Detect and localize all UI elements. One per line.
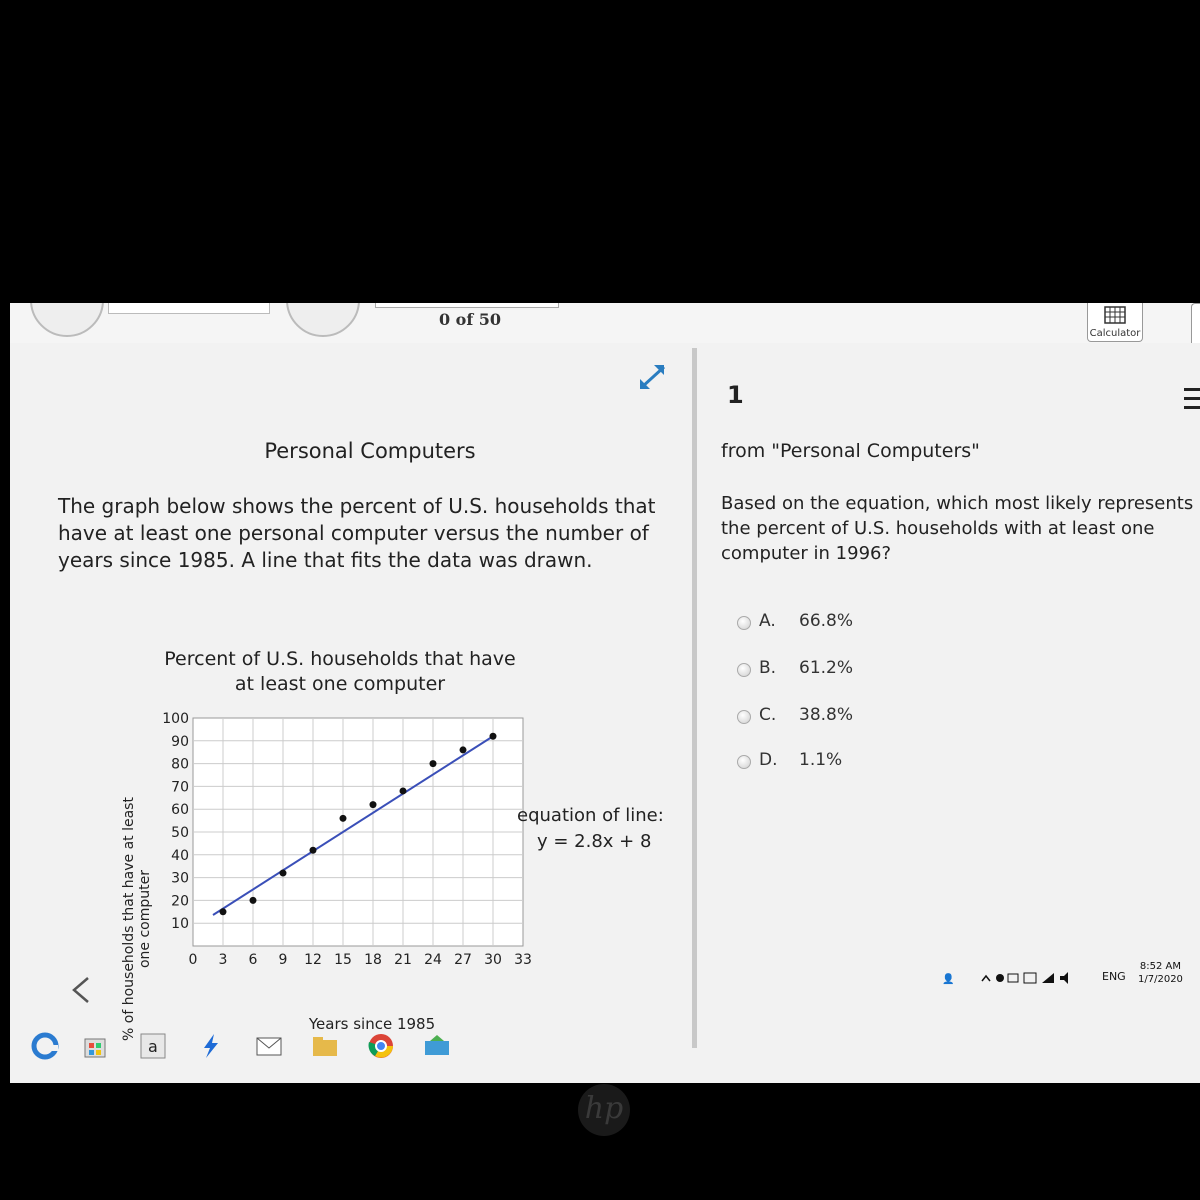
choice-letter: B. — [759, 658, 777, 678]
folder-icon[interactable] — [310, 1031, 340, 1061]
clock[interactable] — [1138, 960, 1183, 986]
x-tick-label: 6 — [248, 952, 258, 968]
x-tick-label: 21 — [394, 952, 412, 968]
calculator-icon — [1104, 306, 1126, 324]
x-tick-label: 18 — [364, 952, 382, 968]
scatter-chart — [130, 706, 550, 1006]
app-screen — [10, 303, 1200, 1083]
data-point — [340, 815, 347, 822]
y-tick-label: 100 — [162, 711, 189, 727]
y-tick-label: 40 — [171, 847, 189, 864]
radio-b[interactable] — [737, 663, 751, 677]
chrome-icon[interactable] — [366, 1031, 396, 1061]
keyboard-icon — [1024, 973, 1036, 983]
lightning-icon[interactable] — [196, 1031, 226, 1061]
amazon-icon[interactable] — [138, 1031, 168, 1061]
data-point — [400, 787, 407, 794]
radio-d[interactable] — [737, 755, 751, 769]
data-point — [370, 801, 377, 808]
choice-value: 66.8% — [799, 611, 854, 631]
chevron-up-icon — [982, 976, 990, 981]
x-tick-label: 30 — [484, 952, 502, 968]
x-axis-label: Years since 1985 — [308, 1015, 436, 1033]
equation-label: equation of line: — [517, 805, 664, 826]
y-tick-label: 80 — [171, 756, 189, 773]
y-tick-label: 20 — [171, 893, 189, 910]
clock-time: 8:52 AM — [1139, 961, 1182, 972]
choice-value: 1.1% — [799, 750, 843, 770]
data-point — [460, 746, 467, 753]
progress-counter: 0 of 50 — [438, 310, 502, 329]
y-tick-label: 10 — [171, 916, 189, 933]
passage-panel — [10, 343, 692, 1083]
toolbar-tab[interactable] — [108, 303, 270, 314]
back-nav-button[interactable] — [30, 303, 104, 337]
taskbar-icons — [30, 1023, 470, 1073]
data-point — [250, 897, 257, 904]
y-tick-label: 30 — [171, 870, 189, 887]
x-tick-label: 9 — [278, 952, 288, 968]
x-tick-labels — [189, 952, 532, 968]
battery-icon — [1008, 974, 1018, 982]
system-tray — [942, 956, 1200, 996]
y-tick-label: 90 — [171, 733, 189, 750]
x-tick-label: 24 — [424, 952, 442, 968]
cloud-icon — [996, 974, 1004, 982]
language-indicator[interactable]: ENG — [1102, 970, 1126, 983]
clock-date: 1/7/2020 — [1138, 974, 1183, 985]
calculator-label: Calculator — [1089, 328, 1141, 339]
passage-text: The graph below shows the percent of U.S. households that have at least one personal computer versus the number of years since 1985. A line that fits the data was drawn. — [58, 494, 656, 572]
hp-logo: hp — [578, 1084, 630, 1136]
radio-c[interactable] — [737, 710, 751, 724]
question-text: Based on the equation, which most likely represents the percent of U.S. households with at least one computer in 1996? — [721, 493, 1194, 564]
store-icon[interactable] — [80, 1031, 110, 1061]
svg-text:a: a — [148, 1037, 158, 1056]
x-tick-label: 0 — [188, 952, 198, 968]
choice-letter: A. — [759, 611, 776, 631]
choice-letter: C. — [759, 705, 777, 725]
chart-grid — [193, 718, 523, 946]
data-point — [310, 847, 317, 854]
expand-icon[interactable] — [638, 363, 668, 391]
data-point — [430, 760, 437, 767]
data-point — [280, 870, 287, 877]
y-tick-label: 70 — [171, 779, 189, 796]
choice-letter: D. — [759, 750, 778, 770]
radio-a[interactable] — [737, 616, 751, 630]
side-tool-button[interactable] — [1191, 303, 1200, 347]
x-tick-label: 33 — [514, 952, 532, 968]
x-tick-label: 12 — [304, 952, 322, 968]
graph-title-line-1: Percent of U.S. households that have — [164, 648, 516, 670]
equation-box — [517, 803, 664, 855]
progress-bar — [375, 303, 559, 308]
question-number: 1 — [727, 381, 744, 409]
y-tick-labels — [162, 711, 189, 932]
choice-value: 61.2% — [799, 658, 854, 678]
x-tick-label: 15 — [334, 952, 352, 968]
menu-icon[interactable] — [1182, 388, 1200, 410]
data-point — [220, 908, 227, 915]
tray-icons[interactable] — [942, 970, 1092, 986]
question-source: from "Personal Computers" — [721, 440, 980, 462]
edge-browser-icon[interactable] — [30, 1031, 60, 1061]
choice-value: 38.8% — [799, 705, 854, 725]
passage-title: Personal Computers — [264, 439, 476, 463]
y-tick-label: 60 — [171, 802, 189, 819]
app-icon[interactable] — [422, 1031, 452, 1061]
mail-icon[interactable] — [254, 1031, 284, 1061]
volume-icon — [1060, 972, 1068, 984]
check-button[interactable] — [286, 303, 360, 337]
chevron-left-icon[interactable] — [68, 975, 94, 1005]
x-tick-label: 27 — [454, 952, 472, 968]
y-axis-label: % of households that have at least one computer — [121, 797, 153, 1041]
people-icon: 👤 — [942, 974, 955, 985]
data-point — [490, 733, 497, 740]
y-tick-label: 50 — [171, 825, 189, 841]
wifi-icon — [1042, 973, 1054, 983]
top-toolbar — [10, 303, 1200, 343]
x-tick-label: 3 — [218, 952, 228, 968]
equation-value: y = 2.8x + 8 — [537, 831, 652, 852]
calculator-button[interactable] — [1087, 303, 1143, 342]
graph-title — [120, 647, 560, 697]
graph-title-line-2: at least one computer — [234, 673, 446, 695]
